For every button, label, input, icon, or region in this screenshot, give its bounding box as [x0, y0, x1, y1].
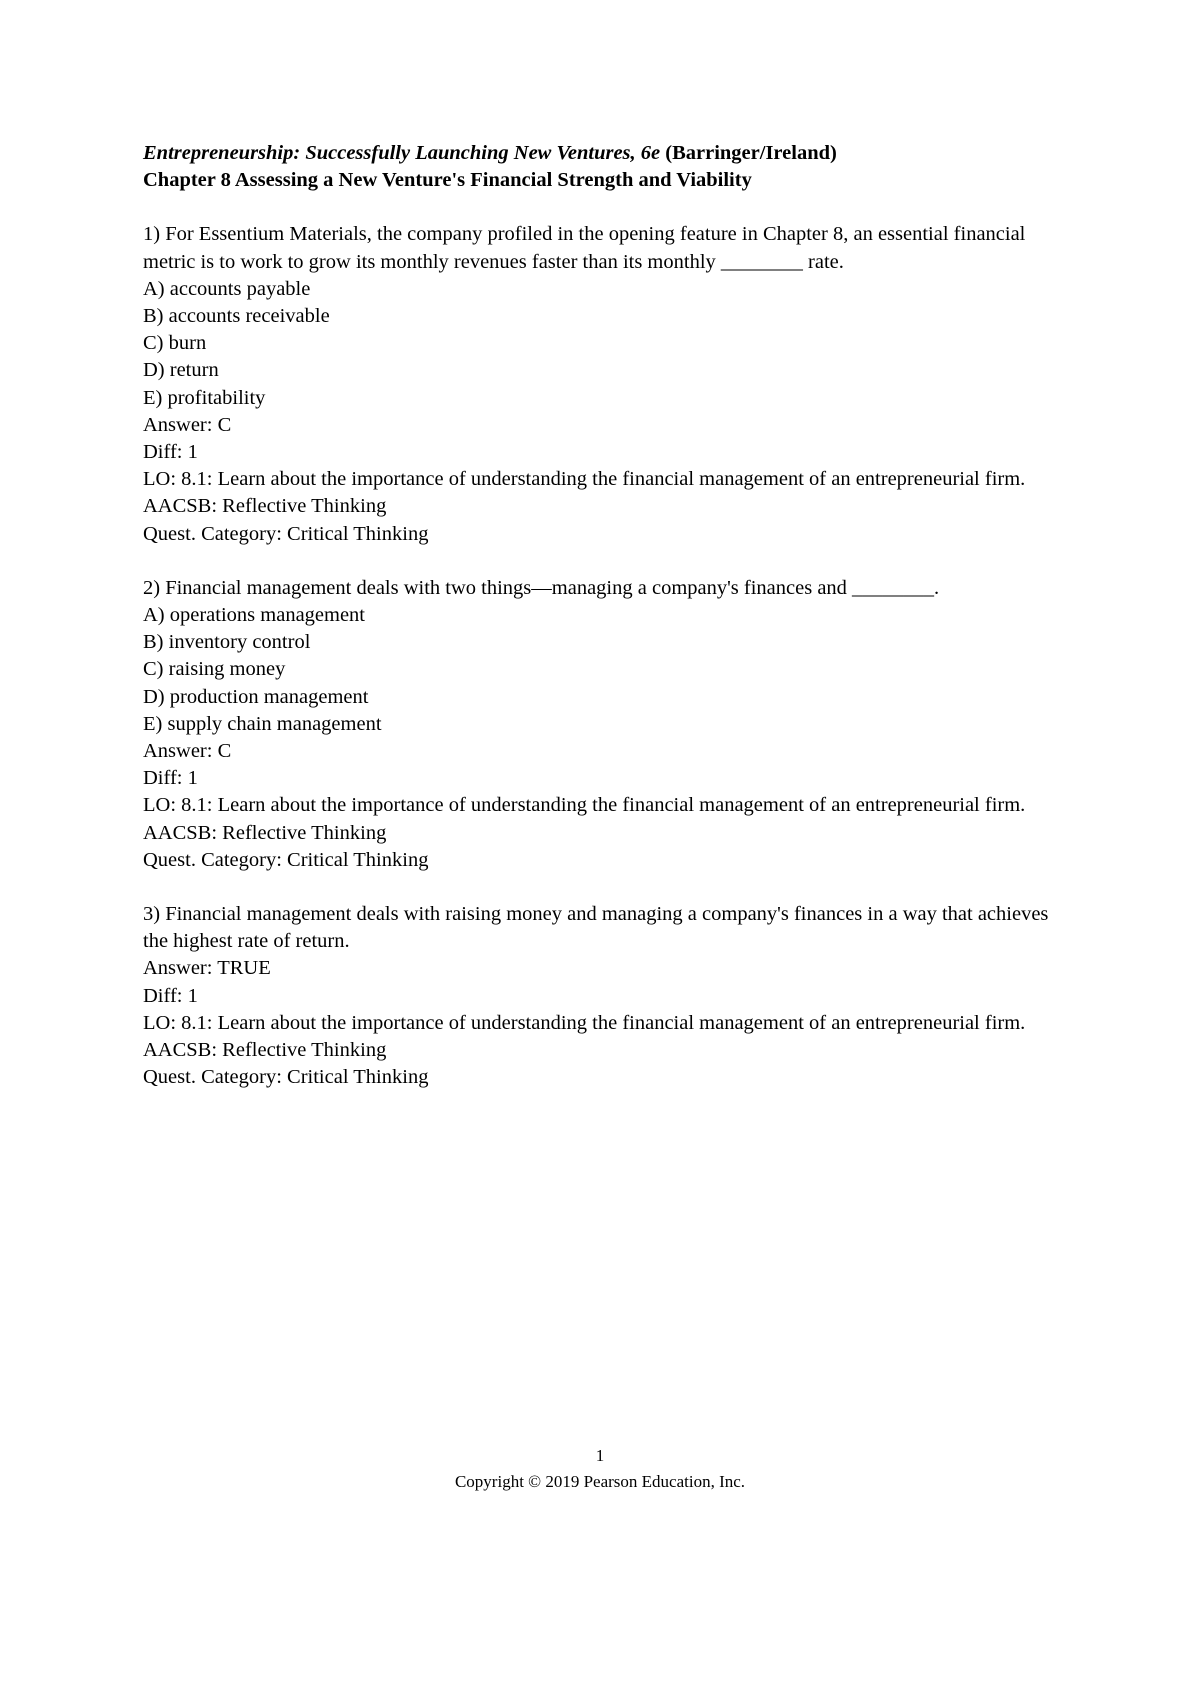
category-line: Quest. Category: Critical Thinking [143, 1066, 429, 1089]
answer-line: Answer: TRUE [143, 957, 271, 980]
book-title-italic: Entrepreneurship: Successfully Launching New Ventures, 6e [143, 142, 661, 164]
answer-line: Answer: C [143, 740, 232, 763]
option-c: C) burn [143, 332, 207, 355]
document-page [143, 140, 1073, 1092]
option-a: A) operations management [143, 604, 366, 627]
option-e: E) supply chain management [143, 712, 382, 735]
difficulty-line: Diff: 1 [143, 441, 198, 464]
option-e: E) profitability [143, 386, 266, 409]
chapter-title: Chapter 8 Assessing a New Venture's Financial Strength and Viability [143, 169, 752, 192]
question-1 [143, 221, 1073, 547]
option-a: A) accounts payable [143, 277, 311, 300]
book-title [143, 140, 1073, 167]
option-b: B) accounts receivable [143, 305, 330, 328]
question-2 [143, 575, 1073, 874]
difficulty-line: Diff: 1 [143, 767, 198, 790]
question-stem: 1) For Essentium Materials, the company profiled in the opening feature in Chapter 8, an essential financial metric is to work to grow its monthly revenues faster than its monthly ________ rate. [143, 223, 1026, 273]
learning-objective: LO: 8.1: Learn about the importance of understanding the financial management of an entrepreneurial firm. [143, 794, 1026, 817]
learning-objective: LO: 8.1: Learn about the importance of understanding the financial management of an entrepreneurial firm. [143, 468, 1026, 491]
page-footer [0, 1443, 1200, 1495]
aacsb-line: AACSB: Reflective Thinking [143, 821, 387, 844]
question-stem: 2) Financial management deals with two things—managing a company's finances and ________. [143, 576, 940, 599]
aacsb-line: AACSB: Reflective Thinking [143, 495, 387, 518]
option-d: D) production management [143, 685, 369, 708]
difficulty-line: Diff: 1 [143, 984, 198, 1007]
learning-objective: LO: 8.1: Learn about the importance of understanding the financial management of an entrepreneurial firm. [143, 1011, 1026, 1034]
book-authors: (Barringer/Ireland) [660, 142, 837, 164]
option-c: C) raising money [143, 658, 286, 681]
category-line: Quest. Category: Critical Thinking [143, 848, 429, 871]
option-b: B) inventory control [143, 631, 311, 654]
answer-line: Answer: C [143, 413, 232, 436]
copyright-notice: Copyright © 2019 Pearson Education, Inc. [454, 1472, 746, 1491]
question-3 [143, 901, 1073, 1091]
option-d: D) return [143, 359, 219, 382]
category-line: Quest. Category: Critical Thinking [143, 522, 429, 545]
page-number: 1 [595, 1446, 605, 1465]
aacsb-line: AACSB: Reflective Thinking [143, 1039, 387, 1062]
question-stem: 3) Financial management deals with raising money and managing a company's finances in a way that achieves the highest rate of return. [143, 903, 1049, 953]
